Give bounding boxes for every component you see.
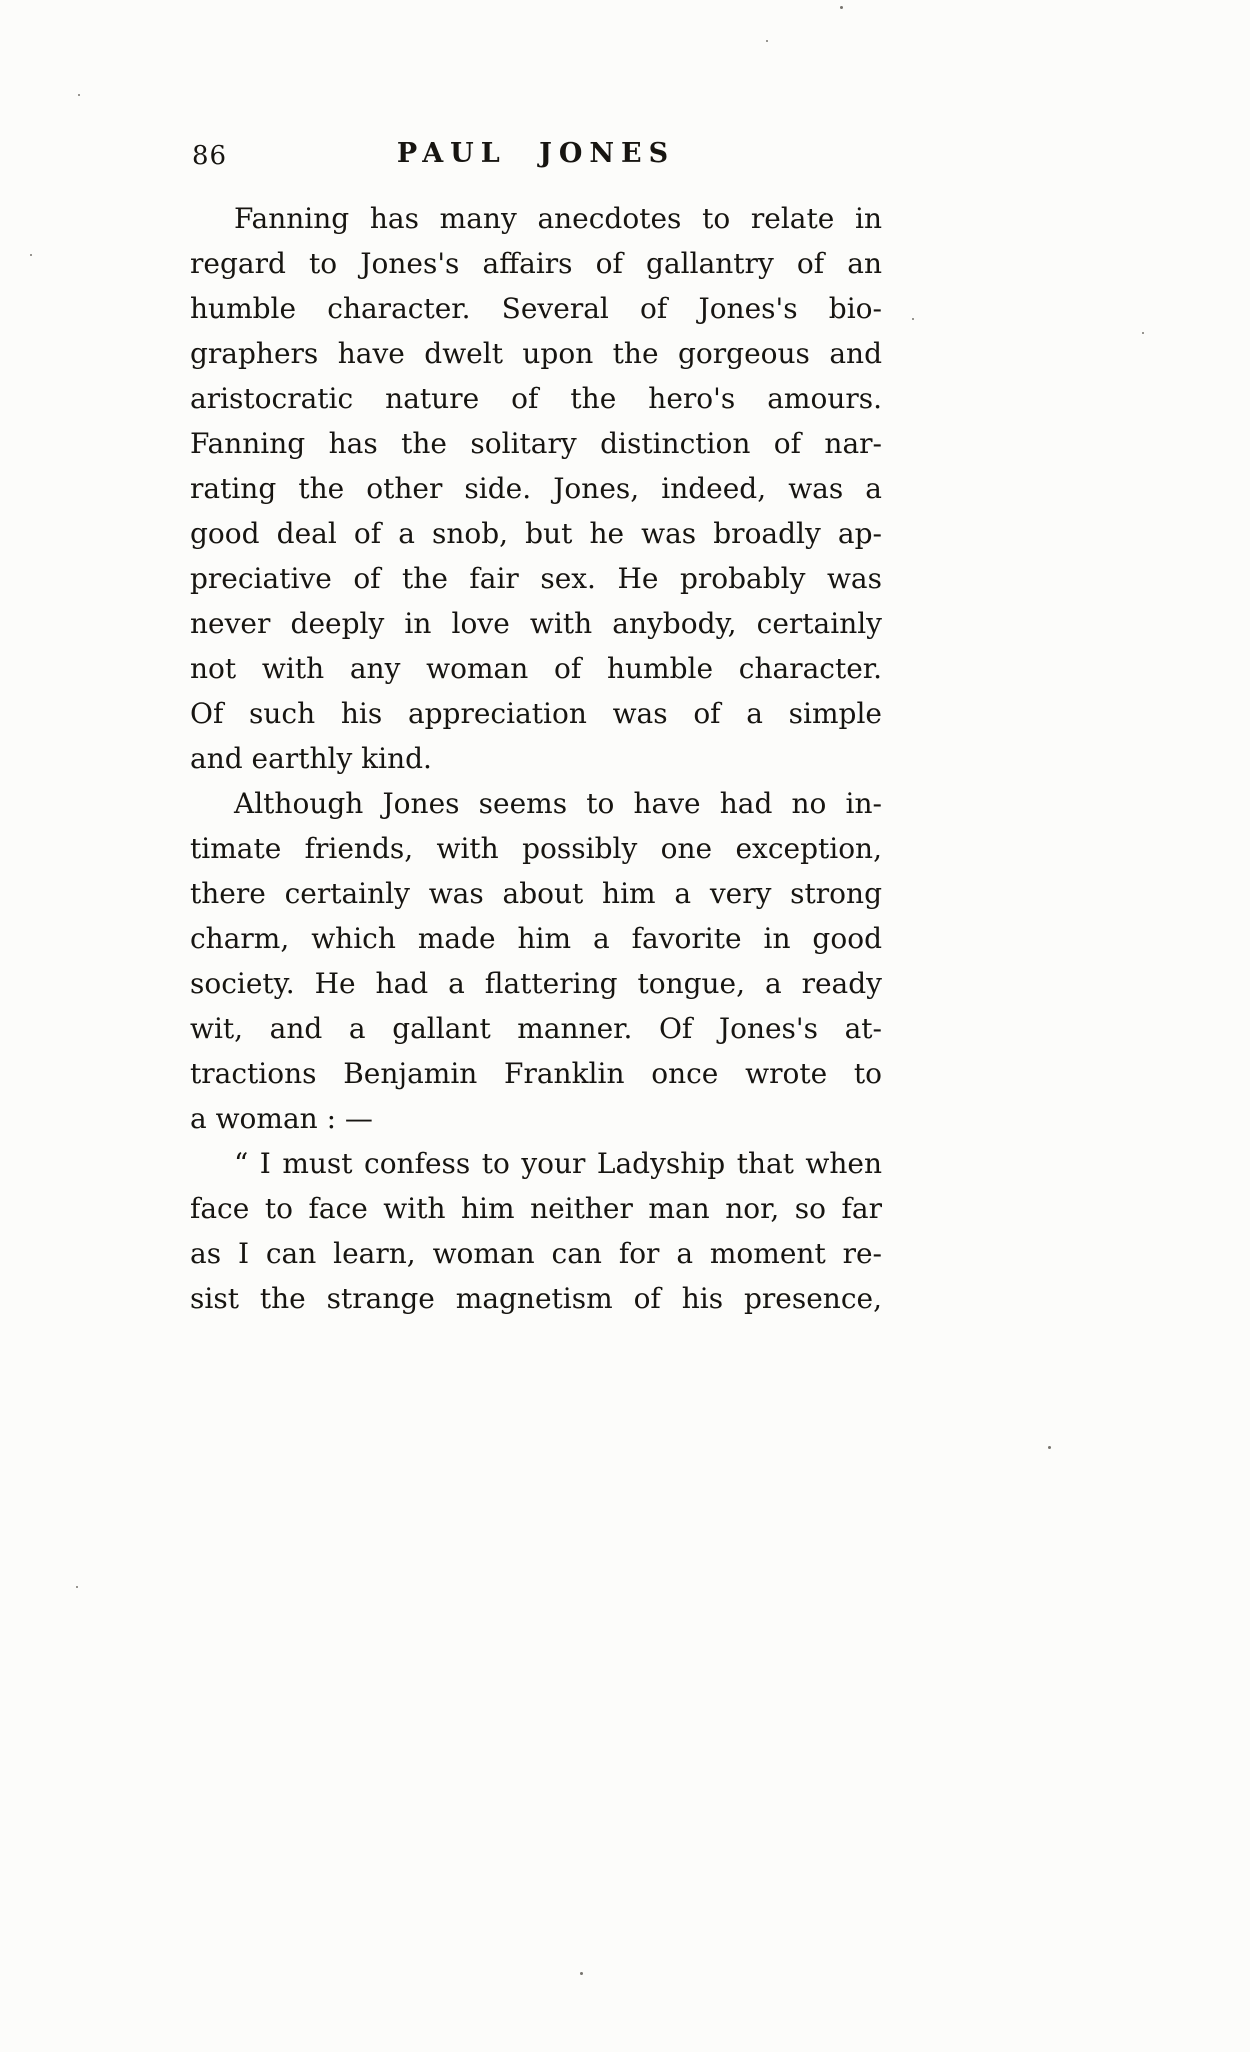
text-line: rating the other side. Jones, indeed, was a	[190, 472, 882, 505]
text-line: face to face with him neither man nor, so far	[190, 1192, 882, 1225]
text-block	[190, 196, 882, 1321]
text-line: graphers have dwelt upon the gorgeous and	[190, 337, 882, 370]
scan-speck	[76, 1586, 78, 1588]
scan-speck	[912, 318, 914, 320]
scan-speck	[1048, 1446, 1051, 1449]
scan-speck	[840, 6, 843, 9]
text-line: charm, which made him a favorite in good	[190, 922, 882, 955]
page-header	[190, 138, 882, 178]
text-line: preciative of the fair sex. He probably was	[190, 562, 882, 595]
text-line: timate friends, with possibly one exception,	[190, 832, 882, 865]
text-line: Although Jones seems to have had no in-	[234, 787, 882, 820]
text-line: tractions Benjamin Franklin once wrote to	[190, 1057, 882, 1090]
text-line: and earthly kind.	[190, 742, 432, 775]
paragraph-2	[190, 781, 882, 1141]
paragraph-3-quote	[190, 1141, 882, 1321]
scan-speck	[1142, 332, 1144, 334]
text-line: sist the strange magnetism of his presence,	[190, 1282, 882, 1315]
text-line: Of such his appreciation was of a simple	[190, 697, 882, 730]
scan-speck	[78, 94, 80, 96]
text-line: regard to Jones's affairs of gallantry of an	[190, 247, 882, 280]
text-line: aristocratic nature of the hero's amours.	[190, 382, 882, 415]
text-line: as I can learn, woman can for a moment re-	[190, 1237, 882, 1270]
scan-speck	[766, 40, 768, 42]
text-line: not with any woman of humble character.	[190, 652, 882, 685]
text-line: wit, and a gallant manner. Of Jones's at-	[190, 1012, 882, 1045]
text-line: Fanning has many anecdotes to relate in	[234, 202, 882, 235]
scan-speck	[30, 254, 32, 256]
text-line: “ I must confess to your Ladyship that when	[234, 1147, 882, 1180]
text-line: a woman : —	[190, 1102, 373, 1135]
running-title: PAUL JONES	[396, 138, 676, 169]
text-line: good deal of a snob, but he was broadly ap-	[190, 517, 882, 550]
text-line: never deeply in love with anybody, certainly	[190, 607, 882, 640]
text-line: society. He had a flattering tongue, a ready	[190, 967, 882, 1000]
text-line: Fanning has the solitary distinction of nar-	[190, 427, 882, 460]
page-number: 86	[192, 141, 228, 171]
paragraph-1	[190, 196, 882, 781]
scan-speck	[580, 1972, 583, 1975]
text-line: there certainly was about him a very strong	[190, 877, 882, 910]
text-line: humble character. Several of Jones's bio-	[190, 292, 882, 325]
